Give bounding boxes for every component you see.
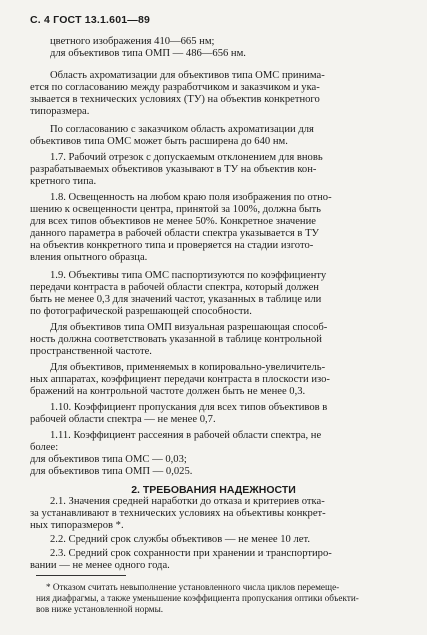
text-line: ется по согласованию между разработчиком и заказчиком и ука- [30, 82, 320, 93]
text-line: для объективов типа ОМП — 0,025. [30, 466, 193, 477]
text-line: цветного изображения 410—665 нм; [50, 36, 215, 47]
text-line: По согласованию с заказчиком область ахроматизации для [50, 124, 314, 135]
text-line: для объективов типа ОМП — 486—656 нм. [50, 48, 246, 59]
footnote-line: ния диафрагмы, а также уменьшение коэффициента пропускания оптики объекти- [36, 593, 359, 603]
text-line: для всех типов объективов не менее 50%. Конкретное значение [30, 216, 316, 227]
text-line: 2.2. Средний срок службы объективов — не менее 10 лет. [50, 534, 310, 545]
text-line: вления опытного образца. [30, 252, 148, 263]
text-line: Область ахроматизации для объективов типа ОМС принима- [50, 70, 325, 81]
text-line: разрабатываемых объективов указывают в ТУ на объектив кон- [30, 164, 317, 175]
text-line: данного параметра в рабочей области спектра указывается в ТУ [30, 228, 320, 239]
text-line: вании — не менее одного года. [30, 560, 170, 571]
text-line: 1.11. Коэффициент рассеяния в рабочей области спектра, не [50, 430, 322, 441]
text-line: 2.3. Средний срок сохранности при хранении и транспортиро- [50, 548, 332, 559]
text-line: пространственной частоте. [30, 346, 152, 357]
text-line: по фотографической разрешающей способности. [30, 306, 252, 317]
text-line: передачи контраста в рабочей области спектра, который должен [30, 282, 319, 293]
footnote-line: вов ниже установленной нормы. [36, 604, 164, 614]
text-line: Для объективов типа ОМП визуальная разрешающая способ- [50, 322, 328, 333]
text-line: ных аппаратах, коэффициент передачи контраста в плоскости изо- [30, 374, 330, 385]
text-line: более: [30, 442, 59, 453]
text-line: для объективов типа ОМС — 0,03; [30, 454, 187, 465]
text-line: кретного типа. [30, 176, 97, 187]
text-line: 1.10. Коэффициент пропускания для всех типов объективов в [50, 402, 328, 413]
text-line: 1.8. Освещенность на любом краю поля изображения по отно- [50, 192, 332, 203]
text-line: 1.9. Объективы типа ОМС паспортизуются по коэффициенту [50, 270, 327, 281]
text-line: объективов типа ОМС может быть расширена до 640 нм. [30, 136, 288, 147]
text-line: быть не менее 0,3 для значений частот, указанных в таблице или [30, 294, 322, 305]
footnote-line: * Отказом считать невыполнение установленного числа циклов перемеще- [46, 582, 340, 592]
text-line: бражений на контрольной частоте должен быть не менее 0,3. [30, 386, 306, 397]
text-line: Для объективов, применяемых в копировально-увеличитель- [50, 362, 326, 373]
footnote-rule [36, 575, 126, 576]
text-line: рабочей области спектра — не менее 0,7. [30, 414, 216, 425]
text-line: 2.1. Значения средней наработки до отказа и критериев отка- [50, 496, 325, 507]
page-header: С. 4 ГОСТ 13.1.601—89 [30, 14, 151, 26]
text-line: ных типоразмеров *. [30, 520, 124, 531]
text-line: на объектив конкретного типа и проверяется на стадии изгото- [30, 240, 314, 251]
text-line: типоразмера. [30, 106, 90, 117]
text-line: за устанавливают в технических условиях на объективы конкрет- [30, 508, 326, 519]
text-line: зывается в технических условиях (ТУ) на объектив конкретного [30, 94, 320, 105]
text-line: шению к освещенности центра, принятой за 100%, должна быть [30, 204, 321, 215]
text-line: 1.7. Рабочий отрезок с допускаемым отклонением для вновь [50, 152, 323, 163]
text-line: ность должна соответствовать указанной в таблице контрольной [30, 334, 322, 345]
section-title: 2. ТРЕБОВАНИЯ НАДЕЖНОСТИ [131, 484, 296, 496]
